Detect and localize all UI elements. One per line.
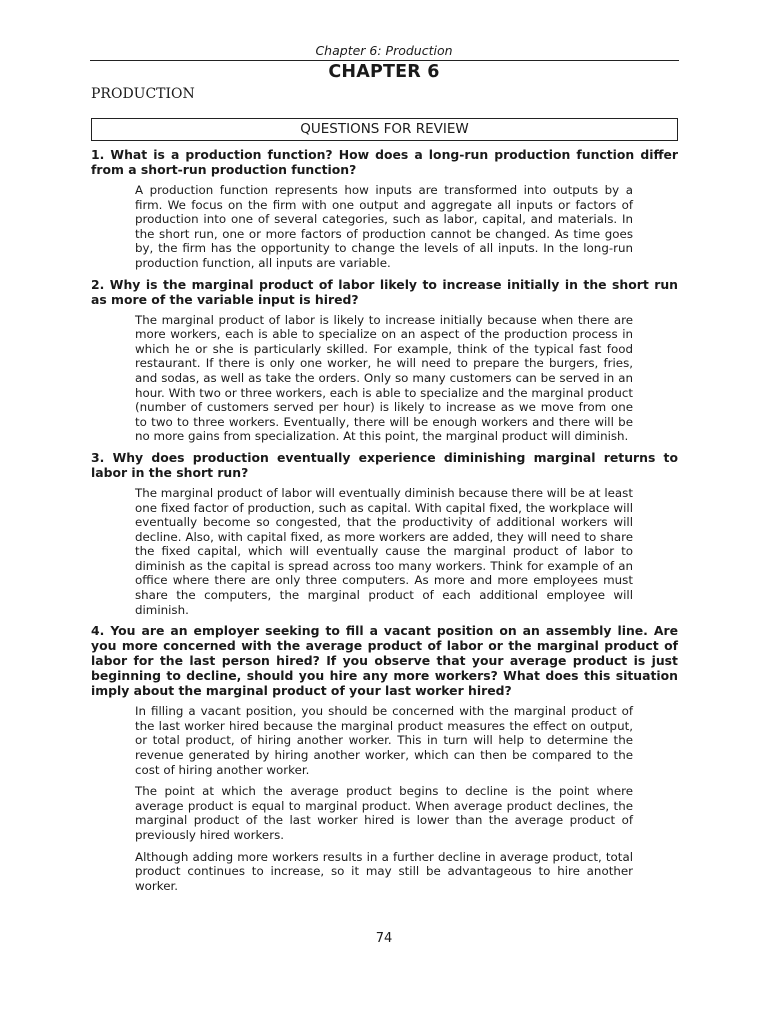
question-block — [91, 450, 678, 617]
answer-paragraph: The marginal product of labor will eventually diminish because there will be at least one fixed factor of production, such as capital. With capital fixed, the workplace will eventually become so congested, that the productivity of additional workers will decline. Also, with capital fixed, as more workers are added, they will need to share the fixed capital, which will eventually cause the marginal product of labor to diminish as the capital is spread across too many workers. Think for example of an office where there are only three computers. As more and more employees must share the computers, the marginal product of each additional employee will diminish. — [135, 485, 633, 617]
section-label: PRODUCTION — [91, 86, 195, 102]
questions-content — [91, 147, 678, 899]
answer-paragraph: The point at which the average product begins to decline is the point where average product is equal to marginal product. When average product declines, the marginal product of the last worker hired is lower than the average product of previously hired workers. — [135, 784, 633, 842]
question-text: 2. Why is the marginal product of labor likely to increase initially in the short run as more of the variable input is hired? — [91, 276, 678, 307]
header-rule — [90, 60, 679, 61]
question-text: 1. What is a production function? How does a long-run production function differ from a short-run production function? — [91, 147, 678, 177]
chapter-title: CHAPTER 6 — [328, 62, 440, 82]
running-head: Chapter 6: Production — [315, 43, 453, 58]
answer-paragraph: Although adding more workers results in a further decline in average product, total product continues to increase, so it may still be advantageous to hire another worker. — [135, 849, 633, 893]
answer-paragraph: A production function represents how inputs are transformed into outputs by a firm. We focus on the firm with one output and aggregate all inputs or factors of production into one of several categories, such as labor, capital, and materials. In the short run, one or more factors of production cannot be changed. As time goes by, the firm has the opportunity to change the levels of all inputs. In the long-run production function, all inputs are variable. — [135, 183, 633, 270]
review-section-box: QUESTIONS FOR REVIEW — [91, 118, 678, 141]
question-block — [91, 623, 678, 893]
page-number: 74 — [375, 931, 393, 946]
question-text: 4. You are an employer seeking to fill a vacant position on an assembly line. Are you more concerned with the average product of labor or the marginal product of labor for the last person hired? If you observe that your average product is just beginning to decline, should you hire any more workers? What does this situation imply about the marginal product of your last worker hired? — [91, 623, 678, 699]
question-block — [91, 277, 678, 444]
question-block — [91, 147, 678, 271]
answer-paragraph: The marginal product of labor is likely to increase initially because when there are more workers, each is able to specialize on an aspect of the production process in which he or she is particularly skilled. For example, think of the typical fast food restaurant. If there is only one worker, he will need to prepare the burgers, fries, and sodas, as well as take the orders. Only so many customers can be served in an hour. With two or three workers, each is able to specialize and the marginal product (number of customers served per hour) is likely to increase as we move from one to two to three workers. Eventually, there will be enough workers and there will be no more gains from specialization. At this point, the marginal product will diminish. — [135, 312, 633, 444]
answer-paragraph: In filling a vacant position, you should be concerned with the marginal product of the last worker hired because the marginal product measures the effect on output, or total product, of hiring another worker. This in turn will help to determine the revenue generated by hiring another worker, which can then be compared to the cost of hiring another worker. — [135, 704, 633, 777]
question-text: 3. Why does production eventually experience diminishing marginal returns to labor in the short run? — [91, 449, 678, 480]
